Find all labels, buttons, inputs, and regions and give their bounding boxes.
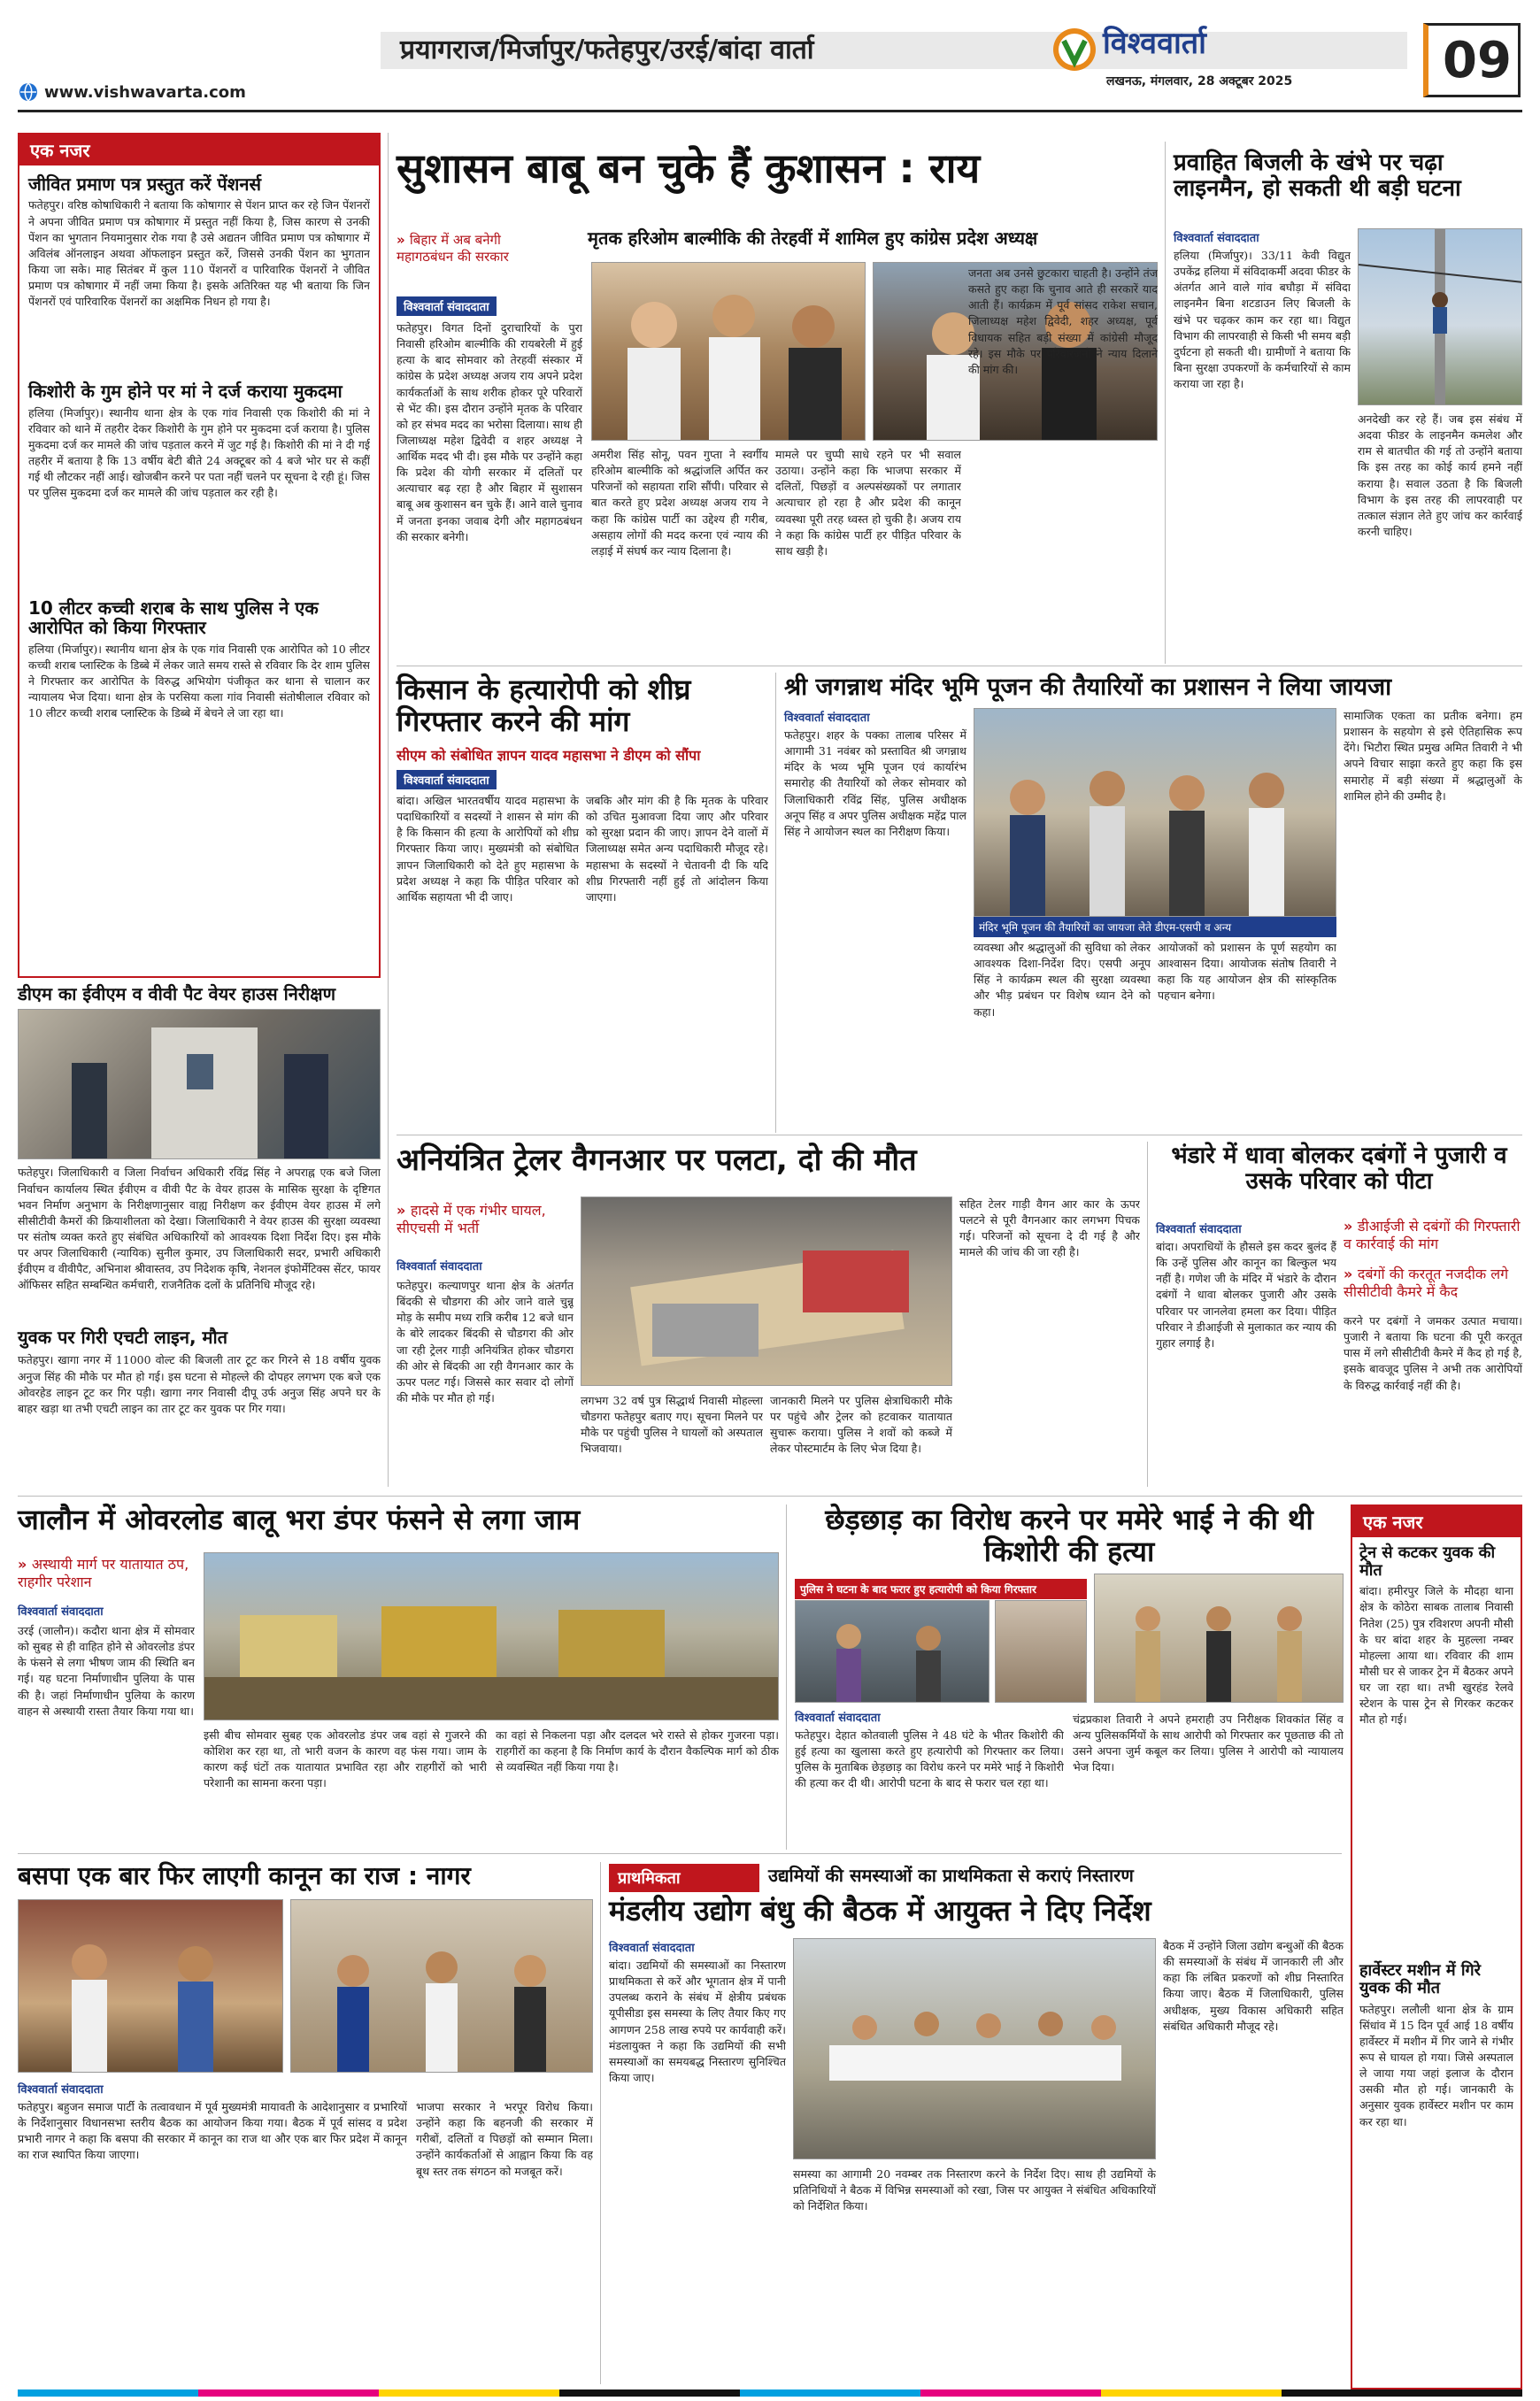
lead-photo-caption-text: अमरीश सिंह सोनू, पवन गुप्ता ने स्वर्गीय हरिओम बाल्मीकि को श्रद्धांजलि अर्पित कर परिजनों को सहायता राशि सौंपी। परिवार से बात करते हुए प्रदेश अध्यक्ष अजय राय ने कहा कि कांग्रेस पार्टी का उद्देश्य ही गरीब, असहाय लोगों की मदद करना एवं न्याय की लड़ाई में संघर्ष कर न्याय दिलाना है। (591, 448, 768, 558)
jalaun-sub: » अस्थायी मार्ग पर यातायात ठप, राहगीर परेशान (18, 1556, 195, 1591)
trailer-body-4: सहित टेलर गाड़ी वैगन आर कार के ऊपर पलटने से पूरी वैगनआर कार लगभग पिचक गई। परिजनों को सूचना दे दी गई है और मामले की जांच की जा रही है। (959, 1197, 1140, 1259)
industry-byline (609, 1938, 695, 1955)
lineman-body: हलिया (मिर्जापुर)। 33/11 केवी विद्युत उपकेंद्र हलिया में संविदाकर्मी अदवा फीडर के अंतर्गत आने वाले गांव बघौड़ा में संविदा लाइनमैन बिना शटडाउन लिए बिजली के खंभे पर चढ़कर काम कर रहा था। विद्युत विभाग की लापरवाही से किसी भी समय बड़ी दुर्घटना हो सकती थी। ग्रामीणों ने बताया कि बिना सुरक्षा उपकरणों के कर्मचारियों से काम कराया जा रहा है। (1174, 249, 1351, 390)
evm-title: डीएम का ईवीएम व वीवी पैट वेयर हाउस निरीक्षण (18, 983, 336, 1004)
lead-photo-caption: मृतक हरिओम बाल्मीकि की तेरहवीं में शामिल हुए कांग्रेस प्रदेश अध्यक्ष (588, 227, 1038, 249)
chhedchhad-photo-3-scene (1095, 1574, 1344, 1703)
bhandara-body: बांदा। अपराधियों के हौसले इस कदर बुलंद हैं कि उन्हें पुलिस और कानून का बिल्कुल भय नहीं है। गणेश जी के मंदिर में भंडारे के दौरान दबंगों ने धावा बोलकर पुजारी और उसके परिवार पर जानलेवा हमला कर दिया। पीड़ित परिवार ने डीआईजी से मुलाकात कर न्याय की गुहार लगाई है। (1156, 1240, 1336, 1350)
trailer-photo (581, 1197, 952, 1386)
lead-photo (591, 262, 866, 441)
bsp-body-2: भाजपा सरकार ने भरपूर विरोध किया। उन्होंने कहा कि बहनजी की सरकार में गरीबों, दलितों व पिछड़ों को सम्मान मिला। उन्होंने कार्यकर्ताओं से आह्वान किया कि वह बूथ स्तर तक संगठन को मजबूत करें। (416, 2100, 593, 2178)
bhandara-sub-1: » डीआईजी से दबंगों की गिरफ्तारी व कार्रवाई की मांग (1344, 1218, 1522, 1253)
trailer-byline-text: विश्ववार्ता संवाददाता (397, 1260, 482, 1274)
chhedchhad-body-2: चंद्रप्रकाश तिवारी ने अपने हमराही उप निरीक्षक शिवकांत सिंह व अन्य पुलिसकर्मियों के साथ आरोपी को गिरफ्तार कर पूछताछ की तो उसने अपना जुर्म कबूल कर लिया। पुलिस ने आरोपी को न्यायालय भेज दिया। (1073, 1712, 1344, 1774)
bhandara-title: भंडारे में धावा बोलकर दबंगों ने पुजारी व उसके परिवार को पीटा (1171, 1143, 1507, 1196)
website-url[interactable]: www.vishwavarta.com (44, 83, 246, 102)
industry-byline-text: विश्ववार्ता संवाददाता (609, 1942, 695, 1955)
trailer-photo-scene (581, 1197, 952, 1386)
column-rule-6 (600, 1862, 601, 2384)
row-rule-4 (18, 1853, 1342, 1854)
right-item-2-body: फतेहपुर। ललौली थाना क्षेत्र के ग्राम सिंधांव में 15 दिन पूर्व आई 18 वर्षीय हार्वेस्टर में मशीन में गिर जाने से गंभीर रूप से घायल हो गया। जिसे अस्पताल ले जाया गया जहां इलाज के दौरान उसकी मौत हो गई। जानकारी के अनुसार युवक हार्वेस्टर मशीन पर काम कर रहा था। (1359, 2002, 1513, 2128)
jalaun-title: जालौन में ओवरलोड बालू भरा डंपर फंसने से लगा जाम (18, 1503, 581, 1536)
left-ek-nazar (18, 133, 381, 978)
evm-photo (18, 1009, 381, 1159)
page-number: 09 (1443, 32, 1512, 89)
industry-body-2: समस्या का आगामी 20 नवम्बर तक निस्तारण करने के निर्देश दिए। साथ ही उद्यमियों के प्रतिनिधियों ने बैठक में विभिन्न समस्याओं को रखा, जिस पर आयुक्त ने संबंधित अधिकारियों को निर्देशित किया। (793, 2167, 1156, 2213)
jalaun-body: उरई (जालौन)। कदौरा थाना क्षेत्र में सोमवार को सुबह से ही वाहित होने से ओवरलोड डंपर के फंसने से लगा भीषण जाम की स्थिति बन गई। यह घटना निर्माणाधीन पुलिया के पास की है। जहां निर्माणाधीन पुलिया के कारण वाहन से अस्थायी रास्ता तैयार किया गया था। (18, 1624, 195, 1718)
footer-strip (18, 2389, 1522, 2397)
lineman-photo (1358, 228, 1522, 405)
chhedchhad-title: छेड़छाड़ का विरोध करने पर ममेरे भाई ने की थी किशोरी की हत्या (825, 1503, 1313, 1568)
farmer-byline (397, 770, 497, 789)
industry-photo-scene (794, 1939, 1156, 2159)
temple-body-4: सामाजिक एकता का प्रतीक बनेगा। हम प्रशासन के सहयोग से इसे ऐतिहासिक रूप देंगे। भिटौरा स्थित प्रमुख अमित तिवारी ने भी अपने विचार साझा करते हुए कहा कि इस समारोह में बड़ी संख्या में श्रद्धालुओं के शामिल होने की उम्मीद है। (1344, 709, 1522, 803)
temple-body-3: आयोजकों को प्रशासन के पूर्ण सहयोग का आश्वासन दिया। आयोजक संतोष तिवारी ने कहा कि यह आयोजन क्षेत्र की सांस्कृतिक पहचान बनेगा। (1158, 941, 1336, 1003)
chhedchhad-photo-1-scene (796, 1601, 989, 1703)
trailer-sub: » हादसे में एक गंभीर घायल, सीएचसी में भर्ती (397, 1202, 574, 1237)
lead-body-3: जनता अब उनसे छुटकारा चाहती है। उन्होंने तंज कसते हुए कहा कि चुनाव आते ही सरकारें याद आती हैं। कार्यक्रम में पूर्व सांसद राकेश सचान, जिलाध्यक्ष महेश द्विवेदी, शहर अध्यक्ष, पूर्व विधायक सहित बड़ी संख्या में कांग्रेसी मौजूद रहे। इस मौके पर परिवारजनों ने न्याय दिलाने की मांग की। (968, 266, 1158, 376)
temple-title: श्री जगन्नाथ मंदिर भूमि पूजन की तैयारियों का प्रशासन ने लिया जायजा (784, 673, 1392, 701)
lineman-body-2: अनदेखी कर रहे हैं। जब इस संबंध में अदवा फीडर के लाइनमैन कमलेश और राम से बातचीत की गई तो उन्होंने बताया कि इस तरह का कोई कार्य हमने नहीं कराया है। सवाल उठता है कि बिजली विभाग के इस तरह की लापरवाही पर तत्काल संज्ञान लेते हुए जांच कर कार्रवाई करनी चाहिए। (1358, 412, 1522, 538)
row-rule-3 (18, 1496, 1522, 1497)
lead-byline-tag: विश्ववार्ता संवाददाता (397, 296, 497, 316)
jalaun-body-3: का वहां से निकलना पड़ा और दलदल भरे रास्ते से होकर गुजरना पड़ा। राहगीरों का कहना है कि निर्माण कार्य के दौरान वैकल्पिक मार्ग को ठीक से व्यवस्थित नहीं किया गया है। (496, 1728, 779, 1774)
lead-body-2: मामले पर चुप्पी साधे रहने पर भी सवाल उठाया। उन्होंने कहा कि भाजपा सरकार में दलितों, पिछड़ों व अल्पसंख्यकों पर लगातार अत्याचार हो रहा है और प्रदेश की कानून व्यवस्था पूरी तरह ध्वस्त हो चुकी है। अजय राय ने कहा कि कांग्रेस पार्टी हर पीड़ित परिवार के साथ खड़ी है। (775, 448, 961, 558)
lineman-byline (1174, 228, 1259, 245)
bsp-photo-1-scene (19, 1900, 283, 2073)
masthead-rule (18, 110, 1522, 112)
temple-caption: मंदिर भूमि पूजन की तैयारियों का जायजा लेते डीएम-एसपी व अन्य (974, 917, 1336, 937)
bsp-photo-2-scene (291, 1900, 593, 2073)
bsp-title: बसपा एक बार फिर लाएगी कानून का राज : नागर (18, 1861, 471, 1890)
bsp-photo-2 (290, 1899, 593, 2073)
column-rule-1 (388, 133, 389, 1487)
trailer-body-2: लगभग 32 वर्ष पुत्र सिद्धार्थ निवासी मोहल्ला चौडगरा फतेहपुर बताए गए। सूचना मिलने पर मौके पर पहुंची पुलिस ने घायलों को अस्पताल भिजवाया। (581, 1394, 763, 1456)
trailer-title: अनियंत्रित ट्रेलर वैगनआर पर पलटा, दो की मौत (397, 1143, 917, 1178)
temple-byline-text: विश्ववार्ता संवाददाता (784, 712, 870, 725)
industry-photo (793, 1938, 1156, 2159)
lead-byline (397, 296, 497, 316)
industry-body: बांदा। उद्यमियों की समस्याओं का निस्तारण प्राथमिकता से करें और भूगतान क्षेत्र में पानी उपलब्ध कराने के संबंध में क्षेत्रीय प्रबंधक यूपीसीडा इस समस्या के लिए तैयार किए गए आगणन 258 लाख रुपये पर कार्यवाही करें। मंडलायुक्त ने कहा कि उद्यमियों की सभी समस्याओं का समयबद्ध निस्तारण सुनिश्चित किया जाए। (609, 1959, 786, 2084)
globe-icon (18, 81, 39, 103)
left-item-3-body: हलिया (मिर्जापुर)। स्थानीय थाना क्षेत्र के एक गांव निवासी एक आरोपित को 10 लीटर कच्ची शराब प्लास्टिक के डिब्बे में लेकर जाते समय रास्ते से रविवार कि देर शाम पुलिस ने गिरफ्तार कर आरोपित के विरुद्ध अभियोग पंजीकृत कर थाना से चालान कर न्यायालय भेज दिया। थाना क्षेत्र के परसिया कला गांव निवासी संतोषीलाल रविवार को 10 लीटर कच्ची शराब प्लास्टिक के डिब्बे में बेचने ले जा रहा था। (28, 642, 370, 720)
column-rule-5 (786, 1504, 787, 1850)
chhedchhad-byline (795, 1708, 881, 1725)
column-rule-3 (775, 673, 776, 1133)
bsp-byline (18, 2080, 104, 2097)
electric-body: फतेहपुर। खागा नगर में 11000 वोल्ट की बिजली तार टूट कर गिरने से 18 वर्षीय युवक अनुज सिंह की मौके पर मौत हो गई। इस घटना से मोहल्ले की दोपहर लगभग एक बजे एक ओवरहेड लाइन टूट कर गिर पड़ी। खागा नगर निवासी दीपू उर्फ अनुज सिंह अपने घर के बाहर खड़ा था तभी एचटी लाइन का तार टूट कर युवक पर गिर गया। (18, 1353, 381, 1415)
trailer-body-3: जानकारी मिलने पर पुलिस क्षेत्राधिकारी मौके पर पहुंचे और ट्रेलर को हटवाकर यातायात सुचारू कराया। पुलिस ने शवों को कब्जे में लेकर पोस्टमार्टम के लिए भेज दिया है। (770, 1394, 952, 1456)
lead-subhead: » बिहार में अब बनेगी महागठबंधन की सरकार (397, 232, 547, 265)
bhandara-byline-text: विश्ववार्ता संवाददाता (1156, 1223, 1242, 1236)
left-item-1-title: जीवित प्रमाण पत्र प्रस्तुत करें पेंशनर्स (28, 173, 261, 195)
temple-body-2: व्यवस्था और श्रद्धालुओं की सुविधा को लेकर आवश्यक दिशा-निर्देश दिए। एसपी अनूप सिंह ने कार्यक्रम स्थल की सुरक्षा व्यवस्था और भीड़ प्रबंधन पर विशेष ध्यान देने को कहा। (974, 941, 1151, 1019)
left-item-3-title: 10 लीटर कच्ची शराब के साथ पुलिस ने एक आरोपित को किया गिरफ्तार (28, 596, 319, 639)
chhedchhad-byline-text: विश्ववार्ता संवाददाता (795, 1712, 881, 1725)
temple-photo-scene (974, 709, 1336, 917)
dateline: लखनऊ, मंगलवार, 28 अक्टूबर 2025 (1106, 74, 1293, 88)
industry-kicker: उद्यमियों की समस्याओं का प्राथमिकता से कराएं निस्तारण (768, 1865, 1134, 1886)
right-ek-nazar (1351, 1504, 1522, 2389)
jalaun-photo (204, 1552, 779, 1720)
lineman-title: प्रवाहित बिजली के खंभे पर चढ़ा लाइनमैन, हो सकती थी बड़ी घटना (1174, 150, 1461, 203)
trailer-byline (397, 1257, 482, 1274)
brand-logo (1051, 27, 1097, 73)
lineman-photo-scene (1359, 229, 1522, 405)
lead-body: फतेहपुर। विगत दिनों दुराचारियों के पुरा निवासी हरिओम बाल्मीकि की रायबरेली में हुई हत्या के बाद सोमवार को तेरहवीं संस्कार में कांग्रेस के प्रदेश अध्यक्ष अजय राय अपने प्रदेश कार्यकर्ताओं के साथ शरीक होकर पूरे परिवारों से भेंट की। इस दौरान उन्होंने मृतक के परिवार को हर संभव मदद का भरोसा दिलाया। साथ ही जिलाध्यक्ष महेश द्विवेदी व शहर अध्यक्ष ने आर्थिक मदद भी दी। इस मौके पर उन्होंने कहा कि प्रदेश की योगी सरकार में दलितों पर अत्याचार बढ़ रहा है और बिहार में सुशासन बाबू अब कुशासन बन चुके हैं। आने वाले चुनाव में जनता इनका जवाब देगी और महागठबंधन की सरकार बनेगी। (397, 321, 582, 543)
evm-body: फतेहपुर। जिलाधिकारी व जिला निर्वाचन अधिकारी रविंद्र सिंह ने अपराह्न एक बजे जिला निर्वाचन कार्यालय स्थित ईवीएम व वीवी पैट के वेयर हाउस के मासिक सुरक्षा के दृष्टिगत भवन निर्माण अनुभाग के निरीक्षणानुसार वाह्य निरीक्षण कर ईवीएम वेयर हाउस में लगे सीसीटीवी कैमरों की क्रियाशीलता को देखा। जिलाधिकारी ने वेयर हाउस की सुरक्षा व्यवस्था पर संतोष व्यक्त करते हुए संबंधित अधिकारियों को आवश्यक दिशा निर्देश दिए। इस मौके पर अपर जिलाधिकारी (न्यायिक) सुनील कुमार, उप जिलाधिकारी सदर, प्रभारी अधिकारी ईवीएम व वीवीपैट, अभिनाश श्रीवास्तव, उप निदेशक कृषि, नेशनल इंफोर्मेटिक्स सेंटर, फायर ऑफिसर सहित सम्बन्धित कर्मचारी, राजनैतिक दलों के प्रतिनिधि मौजूद रहे। (18, 1166, 381, 1292)
jalaun-photo-scene (204, 1553, 779, 1720)
chhedchhad-photo-2 (995, 1600, 1087, 1703)
bsp-body: फतेहपुर। बहुजन समाज पार्टी के तत्वावधान में पूर्व मुख्यमंत्री मायावती के आदेशानुसार व प्रभारियों के निर्देशानुसार विधानसभा स्तरीय बैठक का आयोजन किया गया। बैठक में पूर्व सांसद व प्रदेश प्रभारी नागर ने कहा कि बसपा की सरकार में कानून का राज था और एक बार फिर प्रदेश में कानून का राज स्थापित किया जाएगा। (18, 2100, 407, 2162)
bhandara-byline (1156, 1220, 1242, 1236)
left-section-title: एक नजर (19, 135, 379, 165)
column-rule-2 (1165, 142, 1166, 664)
jalaun-byline-text: विश्ववार्ता संवाददाता (18, 1605, 104, 1619)
evm-photo-scene (19, 1010, 381, 1159)
bhandara-body-2: करने पर दबंगों ने जमकर उत्पात मचाया। पुजारी ने बताया कि घटना की पूरी करतूत पास में लगे सीसीटीवी कैमरे में कैद हो गई है, इसके बावजूद पुलिस ने अभी तक आरोपियों के विरुद्ध कार्रवाई नहीं की है। (1344, 1314, 1522, 1392)
trailer-body: फतेहपुर। कल्याणपुर थाना क्षेत्र के अंतर्गत बिंदकी से चौडगरा की ओर जाने वाले चुन्नू मोड़ के समीप मध्य रात्रि करीब 12 बजे धान के बोरे लादकर बिंदकी से चौडगरा की ओर जा रही ट्रेलर गाड़ी अनियंत्रित होकर चौडगरा की ओर से बिंदकी आ रही वैगनआर कार के ऊपर पलट गई। जिससे कार सवार दो लोगों की मौके पर मौत हो गई। (397, 1279, 574, 1404)
column-rule-4 (1147, 1142, 1148, 1487)
temple-byline (784, 708, 870, 725)
lead-title: सुशासन बाबू बन चुके हैं कुशासन : राय (397, 144, 981, 192)
right-section-title: एक नजर (1352, 1506, 1521, 1537)
temple-body: फतेहपुर। शहर के पक्का तालाब परिसर में आगामी 31 नवंबर को प्रस्तावित श्री जगन्नाथ मंदिर के भव्य भूमि पूजन एवं कार्यारंभ समारोह की तैयारियों को लेकर सोमवार को जिलाधिकारी रविंद्र सिंह, पुलिस अधीक्षक अनूप सिंह व अपर पुलिस अधीक्षक महेंद्र पाल सिंह ने आयोजन स्थल का निरीक्षण किया। (784, 728, 966, 838)
electric-article (18, 1327, 381, 1487)
chhedchhad-body: फतेहपुर। देहात कोतवाली पुलिस ने 48 घंटे के भीतर किशोरी की हुई हत्या का खुलासा करते हुए हत्यारोपी को गिरफ्तार कर लिया। पुलिस के मुताबिक छेड़छाड़ का विरोध करने पर ममेरे भाई ने किशोरी की हत्या कर दी थी। आरोपी घटना के बाद से फरार चल रहा था। (795, 1728, 1064, 1790)
farmer-body-2: जबकि और मांग की है कि मृतक के परिवार को उचित मुआवजा दिया जाए और परिवार को सुरक्षा प्रदान की जाए। ज्ञापन देने वालों में जिलाध्यक्ष समेत अन्य पदाधिकारी मौजूद रहे। महासभा के सदस्यों ने चेतावनी दी कि यदि शीघ्र गिरफ्तारी नहीं हुई तो आंदोलन किया जाएगा। (586, 794, 768, 904)
farmer-sub: सीएम को संबोधित ज्ञापन यादव महासभा ने डीएम को सौंपा (397, 747, 701, 764)
electric-title: युवक पर गिरी एचटी लाइन, मौत (18, 1327, 228, 1348)
brand-name: विश्ववार्ता (1103, 26, 1206, 61)
left-item-1-body: फतेहपुर। वरिष्ठ कोषाधिकारी ने बताया कि कोषागार से पेंशन प्राप्त कर रहे जिन पेंशनरों ने अपना जीवित प्रमाण पत्र कोषागार में प्रस्तुत नहीं किया है, जिस कारण से उनकी पेंशन का भुगतान नियमानुसार रोक गया है उसे अद्यतन जीवित प्रमाण पत्र कोषागार में अविलंब ऑनलाइन अथवा ऑफलाइन प्रस्तुत करें, जिससे उनकी पेंशन का भुगतान किया जा सके। माह सितंबर में कुल 110 पेंशनरों व पारिवारिक पेंशनरों ने जीवित प्रमाण पत्र कोषागार में नहीं जमा किया है। इसके अतिरिक्त यह भी बताया कि जिन पेंशनरों एवं पारिवारिक पेंशनरों का अक्षमिक निधन हो गया है। (28, 198, 370, 309)
lineman-byline-text: विश्ववार्ता संवाददाता (1174, 232, 1259, 245)
right-item-1-title: ट्रेन से कटकर युवक की मौत (1359, 1543, 1496, 1581)
masthead (0, 0, 1540, 113)
evm-article (18, 984, 381, 1320)
farmer-title: किसान के हत्यारोपी को शीघ्र गिरफ्तार करने की मांग (397, 673, 691, 738)
region-title: प्रयागराज/मिर्जापुर/फतेहपुर/उरई/बांदा वार्ता (400, 35, 814, 65)
jalaun-byline (18, 1602, 104, 1619)
chhedchhad-photo-3 (1094, 1574, 1344, 1703)
right-item-1-body: बांदा। हमीरपुर जिले के मौदहा थाना क्षेत्र के कोठेरा साबक तालाब निवासी नितेश (25) पुत्र रविशरण अपनी मौसी के घर बांदा शहर के मुहल्ला नम्बर मोहल्ला आया था। रविवार की शाम मौसी घर से जाकर ट्रेन में बैठकर अपने घर जा रहा था। तभी खुरहंड रेलवे स्टेशन के पास ट्रेन से गिरकर कटकर मौत हो गई। (1359, 1584, 1513, 1727)
left-item-2-body: हलिया (मिर्जापुर)। स्थानीय थाना क्षेत्र के एक गांव निवासी एक किशोरी की मां ने रविवार को थाने में तहरीर देकर किशोरी के गुम होने पर मुकदमा दर्ज कराया है। पुलिस मुकदमा दर्ज कर मामले की जांच पड़ताल करने में जुट गई है। किशोरी की मां ने दी गई तहरीर में बताया है कि 13 वर्षीय बेटी बीते 24 अक्टूबर को 4 बजे भोर घर से कहीं गई थी लौटकर नहीं आई। खोजबीन करने पर पता नहीं चलने पर सूचना दे रही हूं। जिस पर पुलिस मुकदमा दर्ज कर मामले की जांच पड़ताल कर रही है। (28, 405, 370, 500)
left-item-2-title: किशोरी के गुम होने पर मां ने दर्ज कराया मुकदमा (28, 381, 343, 403)
farmer-byline-tag: विश्ववार्ता संवाददाता (397, 770, 497, 789)
industry-body-3: बैठक में उन्होंने जिला उद्योग बन्धुओं की बैठक की समस्याओं के संबंध में जानकारी ली और कहा कि लंबित प्रकरणों को शीघ्र निस्तारित किया जाए। बैठक में जिलाधिकारी, पुलिस अधीक्षक, मुख्य विकास अधिकारी सहित संबंधित अधिकारी मौजूद रहे। (1163, 1939, 1344, 2033)
bsp-photo-1 (18, 1899, 283, 2073)
bhandara-sub-2: » दबंगों की करतूत नजदीक लगे सीसीटीवी कैमरे में कैद (1344, 1266, 1522, 1301)
right-item-2-title: हार्वेस्टर मशीन में गिरे युवक की मौत (1359, 1961, 1482, 1998)
farmer-body: बांदा। अखिल भारतवर्षीय यादव महासभा के पदाधिकारियों व सदस्यों ने शासन से मांग की है कि किसान की हत्या के आरोपियों को शीघ्र गिरफ्तार किया जाए। मुख्यमंत्री को संबोधित ज्ञापन जिलाधिकारी को देते हुए महासभा के प्रदेश अध्यक्ष ने कहा कि पीड़ित परिवार को आर्थिक सहायता भी दी जाए। (397, 794, 579, 904)
chhedchhad-banner: पुलिस ने घटना के बाद फरार हुए हत्यारोपी को किया गिरफ्तार (795, 1579, 1087, 1599)
lead-photo-scene (592, 263, 866, 441)
industry-title: मंडलीय उद्योग बंधु की बैठक में आयुक्त ने दिए निर्देश (609, 1894, 1151, 1928)
bsp-byline-text: विश्ववार्ता संवाददाता (18, 2083, 104, 2097)
industry-tag: प्राथमिकता (609, 1864, 759, 1892)
temple-photo (974, 708, 1336, 917)
jalaun-body-2: इसी बीच सोमवार सुबह एक ओवरलोड डंपर जब वहां से गुजरने की कोशिश कर रहा था, तो भारी वजन के कारण वह फंस गया। जाम के कारण कई घंटों तक यातायात प्रभावित रहा और राहगीरों को भारी परेशानी का सामना करना पड़ा। (204, 1728, 487, 1790)
chhedchhad-photo-1 (795, 1600, 989, 1703)
